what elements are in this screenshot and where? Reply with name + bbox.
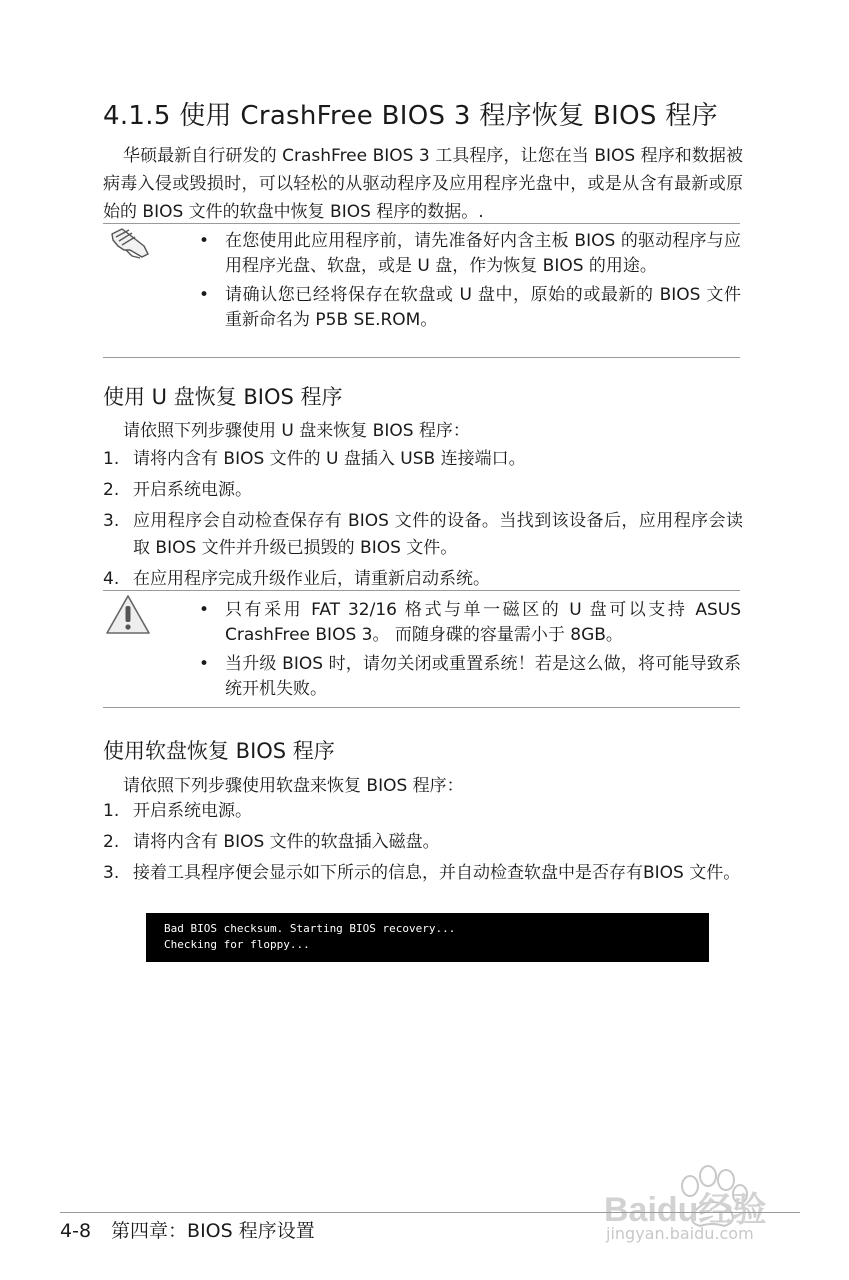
step-text: 在应用程序完成升级作业后，请重新启动系统。	[133, 569, 490, 589]
step-item	[103, 508, 743, 562]
warning-list	[198, 598, 741, 706]
step-text: 开启系统电源。	[133, 801, 252, 821]
step-number: 1.	[103, 801, 120, 821]
intro-paragraph: 华硕最新自行研发的 CrashFree BIOS 3 工具程序，让您在当 BIOS 程序和数据被病毒入侵或毁损时，可以轻松的从驱动程序及应用程序光盘中，或是从含有最新或原始的 BIOS 文件的软盘中恢复 BIOS 程序的数据。.	[103, 146, 743, 222]
page-footer	[60, 1216, 315, 1243]
step-number: 4.	[103, 569, 120, 589]
warning-item	[198, 598, 741, 648]
warning-top-divider	[103, 590, 740, 591]
step-number: 3.	[103, 863, 120, 883]
floppy-section-heading: 使用软盘恢复 BIOS 程序	[103, 739, 335, 763]
note-item	[198, 283, 741, 333]
step-item	[103, 477, 743, 504]
terminal-line: Checking for floppy...	[164, 938, 310, 951]
warning-text: 只有采用 FAT 32/16 格式与单一磁区的 U 盘可以支持 ASUS CrashFree BIOS 3。 而随身碟的容量需小于 8GB。	[225, 600, 741, 645]
step-item	[103, 446, 743, 473]
watermark	[604, 1150, 804, 1250]
warning-item	[198, 652, 741, 702]
step-number: 2.	[103, 480, 120, 500]
watermark-url: jingyan.baidu.com	[606, 1224, 754, 1243]
bullet-icon: •	[198, 285, 210, 305]
usb-section-heading: 使用 U 盘恢复 BIOS 程序	[103, 385, 343, 409]
note-item	[198, 229, 741, 279]
note-text: 请确认您已经将保存在软盘或 U 盘中，原始的或最新的 BIOS 文件重新命名为 P5B SE.ROM。	[225, 285, 741, 330]
page-number: 4-8	[60, 1220, 92, 1242]
bullet-icon: •	[198, 654, 210, 674]
bullet-icon: •	[198, 600, 210, 620]
watermark-brand: Baidu经验	[604, 1191, 767, 1229]
usb-steps	[103, 446, 743, 597]
chapter-title: 第四章：BIOS 程序设置	[111, 1220, 315, 1242]
page-title: 4.1.5 使用 CrashFree BIOS 3 程序恢复 BIOS 程序	[103, 101, 718, 131]
step-item	[103, 798, 743, 825]
warning-bottom-divider	[103, 707, 740, 708]
step-number: 3.	[103, 511, 120, 531]
step-number: 2.	[103, 832, 120, 852]
footer-divider	[60, 1212, 800, 1213]
warning-icon	[104, 593, 152, 637]
floppy-section-lead: 请依照下列步骤使用软盘来恢复 BIOS 程序：	[123, 776, 464, 796]
usb-section-lead: 请依照下列步骤使用 U 盘来恢复 BIOS 程序：	[123, 421, 470, 441]
step-text: 请将内含有 BIOS 文件的 U 盘插入 USB 连接端口。	[133, 449, 526, 469]
warning-text: 当升级 BIOS 时，请勿关闭或重置系统！若是这么做，将可能导致系统开机失败。	[225, 654, 741, 699]
terminal-line: Bad BIOS checksum. Starting BIOS recovery...	[164, 922, 456, 935]
bullet-icon: •	[198, 231, 210, 251]
note-top-divider	[103, 223, 740, 224]
step-number: 1.	[103, 449, 120, 469]
step-item	[103, 860, 743, 887]
note-list	[198, 229, 741, 337]
floppy-steps	[103, 798, 743, 891]
step-text: 接着工具程序便会显示如下所示的信息，并自动检查软盘中是否存有BIOS 文件。	[133, 863, 741, 883]
note-text: 在您使用此应用程序前，请先准备好内含主板 BIOS 的驱动程序与应用程序光盘、软盘，或是 U 盘，作为恢复 BIOS 的用途。	[225, 231, 741, 276]
note-bottom-divider	[103, 357, 740, 358]
step-text: 应用程序会自动检查保存有 BIOS 文件的设备。当找到该设备后，应用程序会读取 BIOS 文件并升级已损毁的 BIOS 文件。	[133, 511, 743, 558]
step-text: 开启系统电源。	[133, 480, 252, 500]
hand-icon	[104, 224, 154, 264]
step-text: 请将内含有 BIOS 文件的软盘插入磁盘。	[133, 832, 440, 852]
step-item	[103, 566, 743, 593]
terminal-output	[146, 913, 709, 962]
step-item	[103, 829, 743, 856]
